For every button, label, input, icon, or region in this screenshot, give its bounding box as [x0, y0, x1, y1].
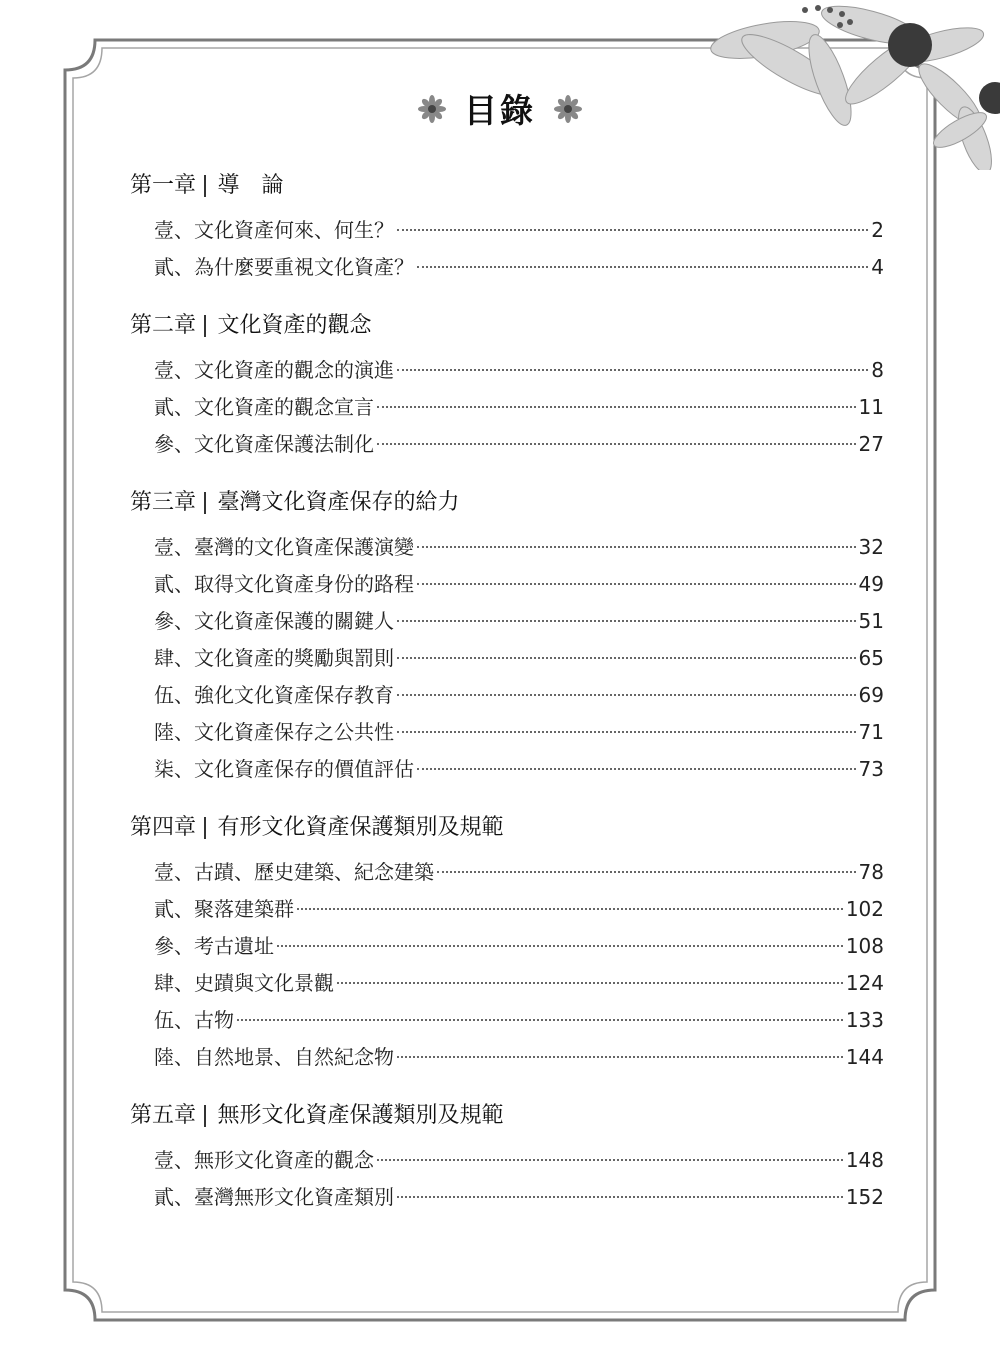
dot-leader — [417, 768, 856, 770]
entry-page-number: 152 — [845, 1185, 884, 1209]
toc-entry[interactable] — [154, 677, 884, 714]
entry-label: 貳、為什麼要重視文化資產？ — [154, 255, 414, 279]
entry-list — [130, 352, 884, 463]
dot-leader — [397, 1196, 843, 1198]
table-of-contents — [130, 168, 884, 1238]
entry-label: 壹、文化資產何來、何生？ — [154, 218, 394, 242]
entry-page-number: 108 — [845, 934, 884, 958]
chapter-section — [130, 1098, 884, 1216]
chapter-heading[interactable] — [130, 308, 884, 344]
entry-label: 伍、古物 — [154, 1008, 234, 1032]
entry-page-number: 73 — [858, 757, 884, 781]
chapter-section — [130, 168, 884, 286]
dot-leader — [397, 229, 868, 231]
dot-leader — [377, 406, 856, 408]
entry-label: 伍、強化文化資產保存教育 — [154, 683, 394, 707]
entry-page-number: 2 — [871, 218, 884, 242]
toc-entry[interactable] — [154, 352, 884, 389]
flower-ornament-icon — [554, 95, 582, 123]
toc-entry[interactable] — [154, 891, 884, 928]
entry-label: 陸、文化資產保存之公共性 — [154, 720, 394, 744]
entry-page-number: 144 — [845, 1045, 884, 1069]
chapter-name: 文化資產的觀念 — [217, 313, 372, 338]
chapter-name: 臺灣文化資產保存的給力 — [217, 490, 460, 515]
chapter-separator — [204, 315, 206, 337]
dot-leader — [237, 1019, 843, 1021]
dot-leader — [377, 1159, 843, 1161]
entry-label: 參、文化資產保護法制化 — [154, 432, 374, 456]
entry-page-number: 27 — [858, 432, 884, 456]
chapter-number: 第一章 — [130, 173, 197, 198]
entry-label: 柒、文化資產保存的價值評估 — [154, 757, 414, 781]
dot-leader — [337, 982, 843, 984]
entry-label: 肆、史蹟與文化景觀 — [154, 971, 334, 995]
toc-entry[interactable] — [154, 1142, 884, 1179]
dot-leader — [377, 443, 856, 445]
entry-label: 壹、臺灣的文化資產保護演變 — [154, 535, 414, 559]
entry-label: 貳、臺灣無形文化資產類別 — [154, 1185, 394, 1209]
toc-entry[interactable] — [154, 1179, 884, 1216]
chapter-heading[interactable] — [130, 168, 884, 204]
toc-entry[interactable] — [154, 529, 884, 566]
toc-entry[interactable] — [154, 249, 884, 286]
entry-list — [130, 854, 884, 1076]
entry-page-number: 71 — [858, 720, 884, 744]
toc-entry[interactable] — [154, 212, 884, 249]
chapter-number: 第二章 — [130, 313, 197, 338]
entry-page-number: 8 — [871, 358, 884, 382]
chapter-number: 第五章 — [130, 1103, 197, 1128]
dot-leader — [297, 908, 843, 910]
entry-label: 貳、文化資產的觀念宣言 — [154, 395, 374, 419]
chapter-section — [130, 485, 884, 788]
dot-leader — [417, 583, 856, 585]
entry-label: 壹、古蹟、歷史建築、紀念建築 — [154, 860, 434, 884]
toc-entry[interactable] — [154, 1039, 884, 1076]
entry-page-number: 102 — [845, 897, 884, 921]
chapter-number: 第四章 — [130, 815, 197, 840]
entry-list — [130, 212, 884, 286]
entry-label: 肆、文化資產的獎勵與罰則 — [154, 646, 394, 670]
dot-leader — [437, 871, 856, 873]
chapter-name: 無形文化資產保護類別及規範 — [217, 1103, 504, 1128]
toc-entry[interactable] — [154, 566, 884, 603]
chapter-number: 第三章 — [130, 490, 197, 515]
entry-page-number: 11 — [858, 395, 884, 419]
entry-label: 陸、自然地景、自然紀念物 — [154, 1045, 394, 1069]
toc-entry[interactable] — [154, 965, 884, 1002]
entry-label: 參、文化資產保護的關鍵人 — [154, 609, 394, 633]
chapter-name: 有形文化資產保護類別及規範 — [217, 815, 504, 840]
entry-page-number: 32 — [858, 535, 884, 559]
chapter-heading[interactable] — [130, 810, 884, 846]
dot-leader — [397, 369, 868, 371]
chapter-separator — [204, 817, 206, 839]
entry-page-number: 69 — [858, 683, 884, 707]
dot-leader — [417, 266, 868, 268]
entry-page-number: 78 — [858, 860, 884, 884]
toc-entry[interactable] — [154, 854, 884, 891]
chapter-heading[interactable] — [130, 1098, 884, 1134]
toc-entry[interactable] — [154, 714, 884, 751]
toc-entry[interactable] — [154, 751, 884, 788]
toc-entry[interactable] — [154, 640, 884, 677]
dot-leader — [397, 1056, 843, 1058]
entry-label: 壹、文化資產的觀念的演進 — [154, 358, 394, 382]
entry-page-number: 49 — [858, 572, 884, 596]
chapter-separator — [204, 1105, 206, 1127]
toc-entry[interactable] — [154, 928, 884, 965]
chapter-section — [130, 308, 884, 463]
chapter-heading[interactable] — [130, 485, 884, 521]
entry-list — [130, 1142, 884, 1216]
chapter-separator — [204, 492, 206, 514]
entry-label: 貳、聚落建築群 — [154, 897, 294, 921]
toc-entry[interactable] — [154, 389, 884, 426]
dot-leader — [417, 546, 856, 548]
dot-leader — [397, 620, 856, 622]
entry-page-number: 133 — [845, 1008, 884, 1032]
page-title: 目錄 — [464, 91, 536, 130]
entry-page-number: 124 — [845, 971, 884, 995]
title-row — [0, 85, 1000, 132]
entry-page-number: 51 — [858, 609, 884, 633]
chapter-name: 導 論 — [217, 173, 284, 198]
entry-page-number: 4 — [871, 255, 884, 279]
toc-entry[interactable] — [154, 1002, 884, 1039]
entry-list — [130, 529, 884, 788]
entry-page-number: 148 — [845, 1148, 884, 1172]
chapter-separator — [204, 175, 206, 197]
entry-label: 壹、無形文化資產的觀念 — [154, 1148, 374, 1172]
entry-page-number: 65 — [858, 646, 884, 670]
entry-label: 貳、取得文化資產身份的路程 — [154, 572, 414, 596]
entry-label: 參、考古遺址 — [154, 934, 274, 958]
dot-leader — [397, 731, 856, 733]
dot-leader — [397, 694, 856, 696]
dot-leader — [397, 657, 856, 659]
flower-ornament-icon — [418, 95, 446, 123]
dot-leader — [277, 945, 843, 947]
chapter-section — [130, 810, 884, 1076]
toc-entry[interactable] — [154, 426, 884, 463]
toc-entry[interactable] — [154, 603, 884, 640]
